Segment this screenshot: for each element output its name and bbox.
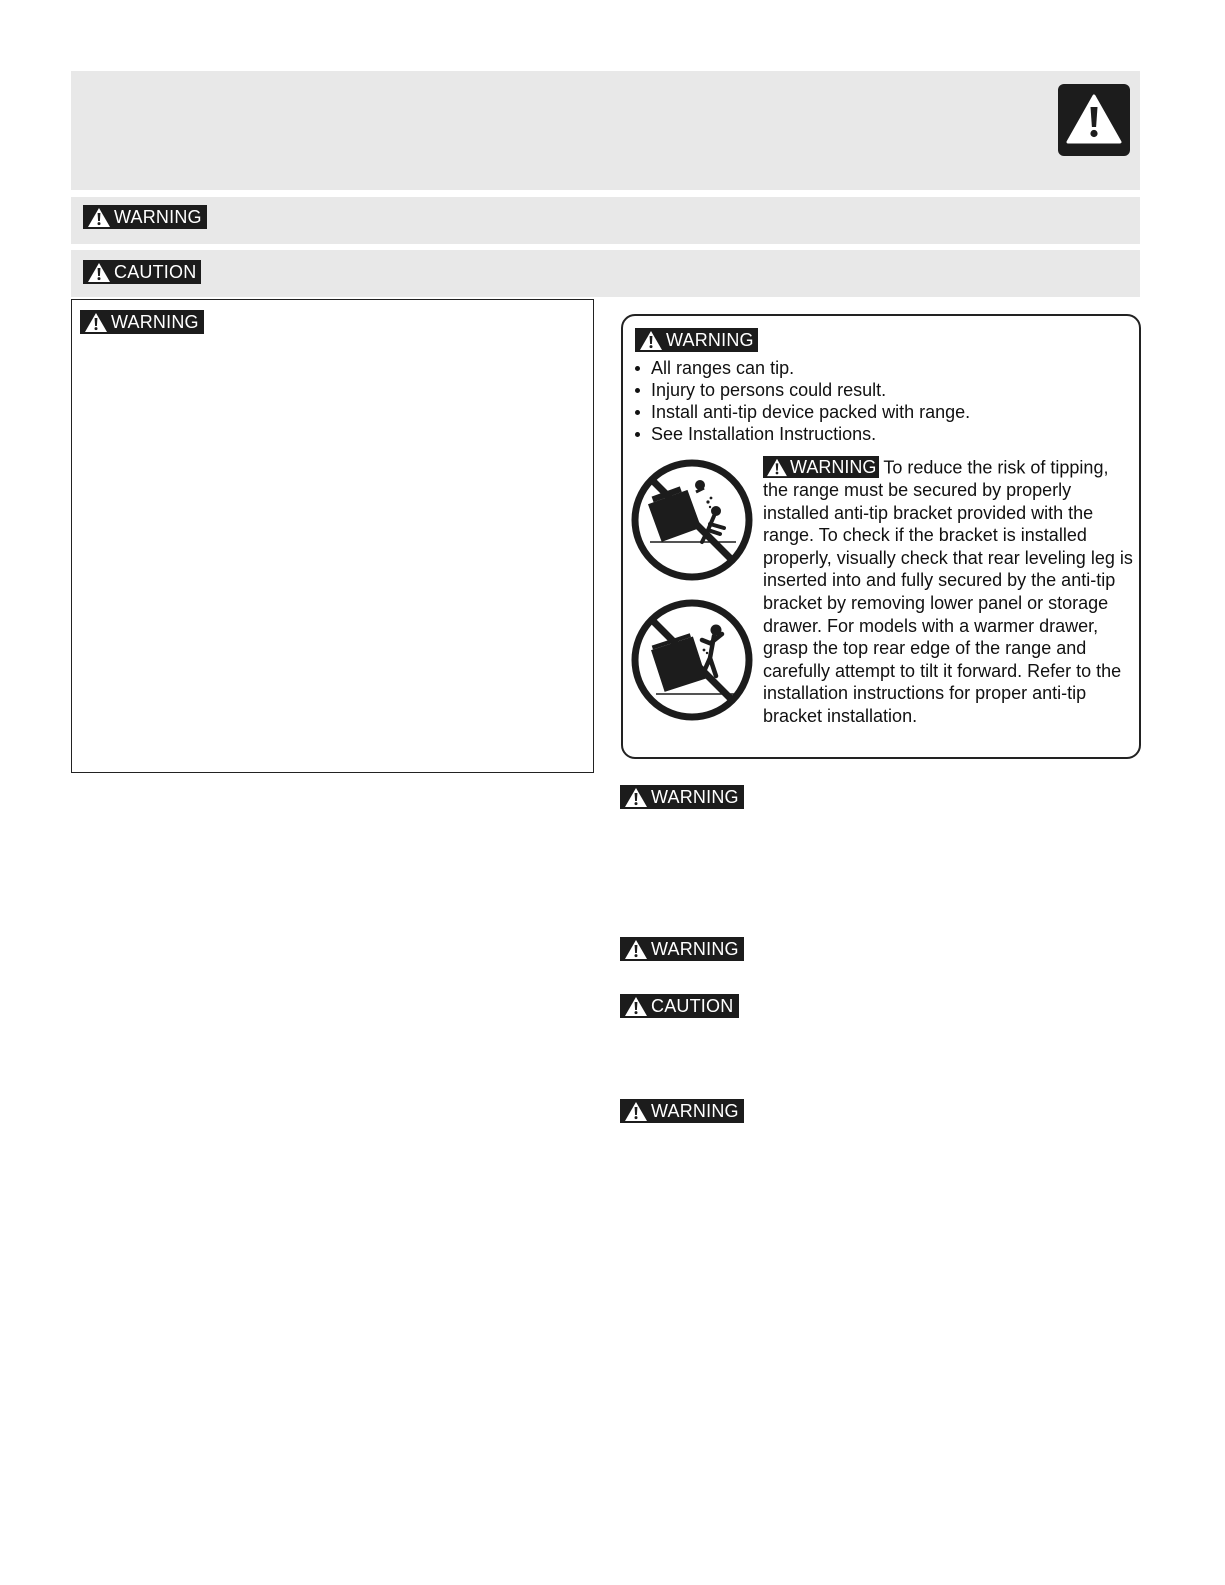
warning-label: WARNING [763,456,879,478]
list-item: Injury to persons could result. [632,379,970,401]
anti-tip-bullet-list [632,357,970,445]
warning-definition-bar [71,197,1140,244]
anti-tip-paragraph-text: To reduce the risk of tipping, the range must be secured by properly installed anti-tip bracket provided with the range. To check if the bracket is installed properly, visually check that rear leveling leg is inserted into and fully secured by the anti-tip bracket by removing lower panel or storage drawer. For models with a warmer drawer, grasp the top rear edge of the range and carefully attempt to tilt it forward. Refer to the installation instructions for proper anti-tip bracket installation. [763,457,1133,727]
caution-label: CAUTION [83,260,201,284]
warning-label: WARNING [80,310,204,334]
no-climbing-on-door-icon [630,598,754,727]
warning-label: WARNING [620,1099,744,1123]
safety-header-banner [71,71,1140,190]
warning-label: WARNING [635,328,758,352]
boxed-warning-section [71,299,594,773]
list-item: All ranges can tip. [632,357,970,379]
list-item: See Installation Instructions. [632,423,970,445]
no-tipping-range-icon [630,458,754,587]
warning-label: WARNING [83,205,207,229]
anti-tip-instructions [763,456,1135,728]
alert-triangle-icon [1058,84,1130,156]
caution-label: CAUTION [620,994,739,1018]
warning-label: WARNING [620,937,744,961]
caution-definition-bar [71,250,1140,297]
list-item: Install anti-tip device packed with range. [632,401,970,423]
warning-label: WARNING [620,785,744,809]
